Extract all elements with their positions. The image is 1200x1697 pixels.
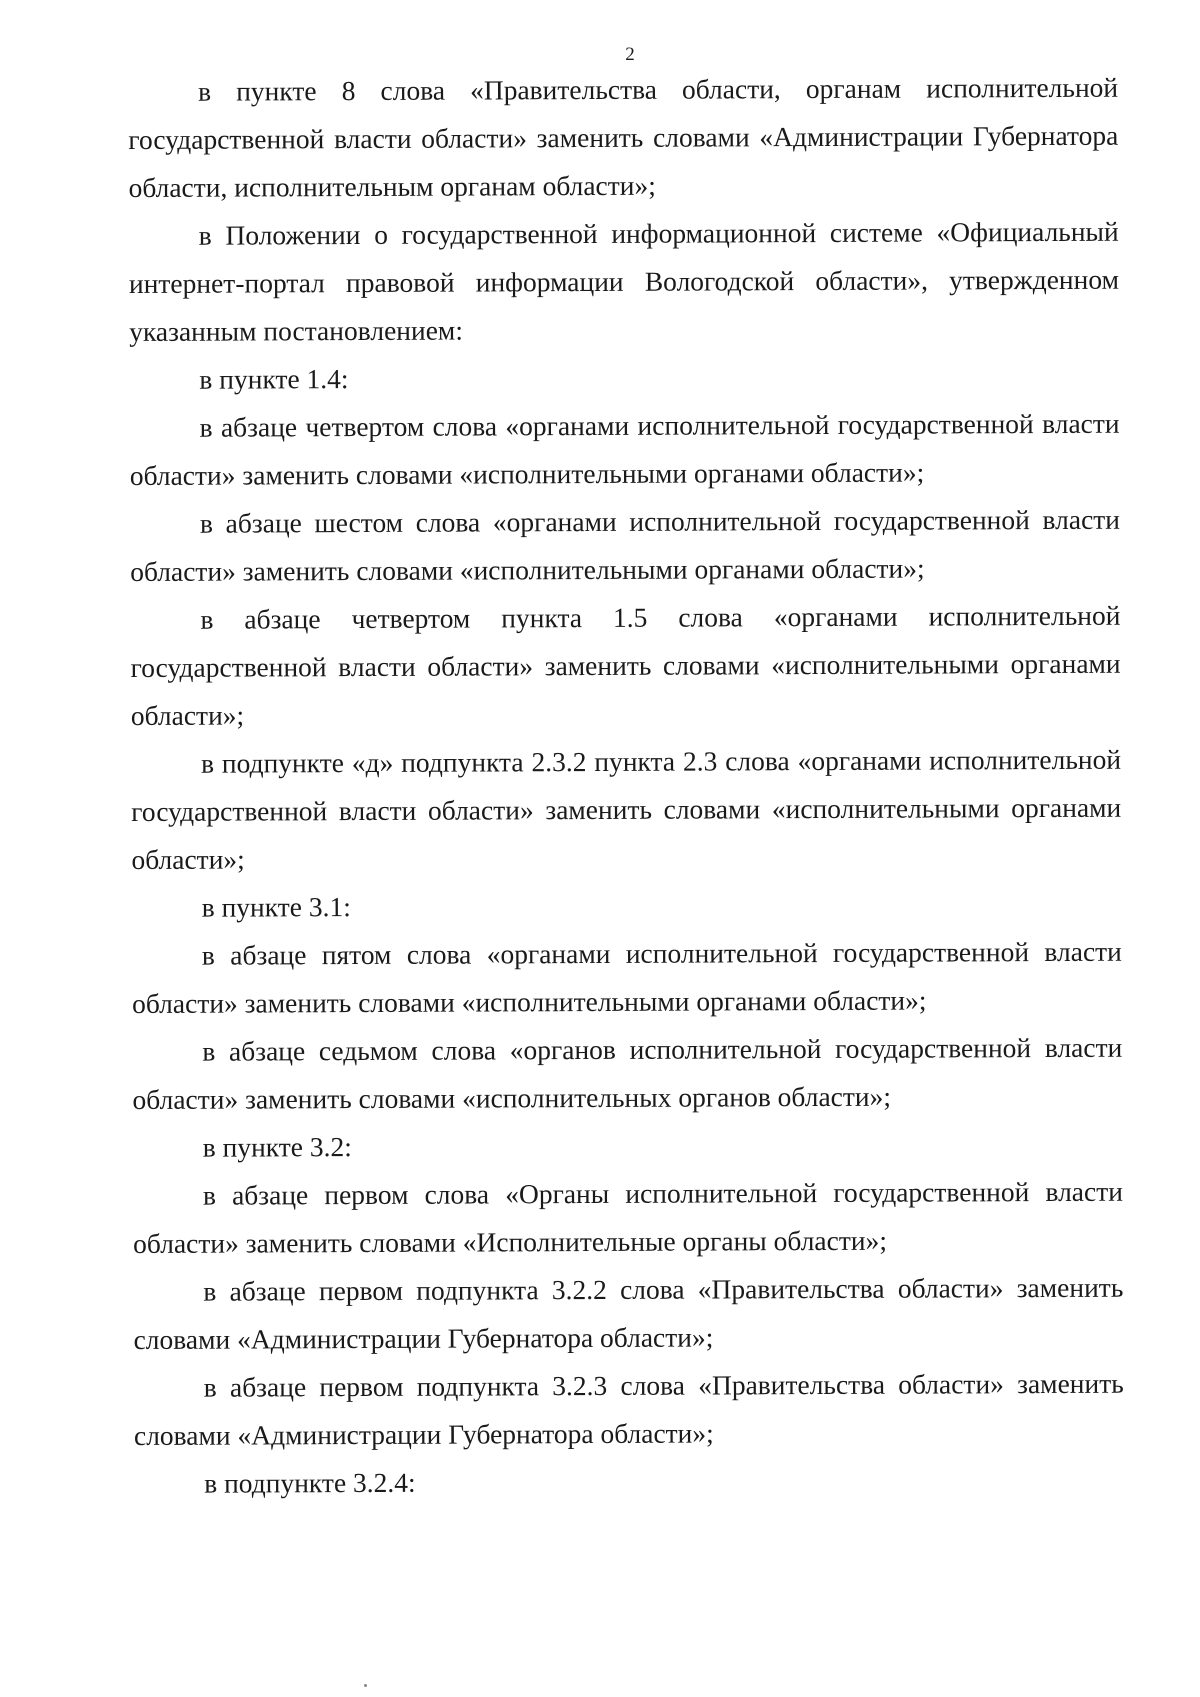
paragraph: в абзаце четвертом слова «органами исполнительной государственной власти области» заменить словами «исполнительными органами области»; [129,407,1120,491]
document-body [128,64,1124,1508]
paragraph: в пункте 8 слова «Правительства области, органам исполнительной государственной власти области» заменить словами «Администрации Губернатора области, исполнительным органам области»; [128,71,1119,203]
paragraph: в абзаце пятом слова «органами исполнительной государственной власти области» заменить словами «исполнительными органами области»; [132,935,1122,1019]
paragraph: в пункте 3.1: [201,891,351,923]
paragraph: в абзаце четвертом пункта 1.5 слова «органами исполнительной государственной власти области» заменить словами «исполнительными органами области»; [130,599,1121,731]
paragraph: в пункте 3.2: [202,1131,352,1163]
paragraph: в подпункте «д» подпункта 2.3.2 пункта 2.3 слова «органами исполнительной государственной власти области» заменить словами «исполнительными органами области»; [131,743,1122,875]
paragraph: в абзаце первом подпункта 3.2.3 слова «Правительства области» заменить словами «Администрации Губернатора области»; [133,1367,1124,1451]
page-number: 2 [625,44,635,65]
paragraph: в пункте 1.4: [199,363,349,395]
paragraph: в абзаце шестом слова «органами исполнительной государственной власти области» заменить словами «исполнительными органами области»; [130,503,1121,587]
paragraph: в Положении о государственной информационной системе «Официальный интернет-портал правовой информации Вологодской области», утвержденном указанным постановлением: [128,215,1119,347]
paragraph: в абзаце первом слова «Органы исполнительной государственной власти области» заменить словами «Исполнительные органы области»; [133,1175,1123,1259]
paragraph: в подпункте 3.2.4: [204,1466,416,1499]
scan-speck [364,1684,367,1687]
paragraph: в абзаце первом подпункта 3.2.2 слова «Правительства области» заменить словами «Администрации Губернатора области»; [133,1271,1124,1355]
paragraph: в абзаце седьмом слова «органов исполнительной государственной власти области» заменить словами «исполнительных органов области»; [132,1031,1123,1115]
